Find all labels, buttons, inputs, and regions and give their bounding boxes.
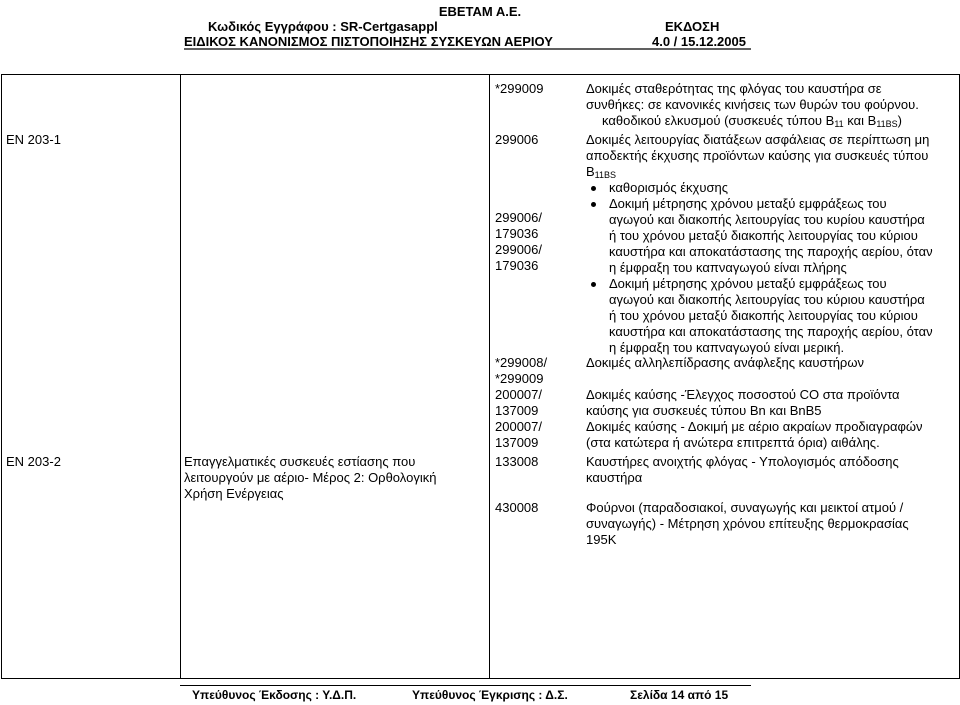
description-line: συναγωγής) - Μέτρηση χρόνου επίτευξης θερμοκρασίας [586,516,909,531]
document-title: ΕΙΔΙΚΟΣ ΚΑΝΟΝΙΣΜΟΣ ΠΙΣΤΟΠΟΙΗΣΗΣ ΣΥΣΚΕΥΩΝ ΑΕΡΙΟΥ [184,34,553,49]
bullet-icon [591,282,596,287]
edition-value: 4.0 / 15.12.2005 [652,34,746,49]
issue-responsible: Υπεύθυνος Έκδοσης : Υ.Δ.Π. [192,688,357,702]
description-line: καύσης για συσκευές τύπου Bn και BnB5 [586,403,822,418]
standard-title-line: Επαγγελματικές συσκευές εστίασης που [184,454,416,469]
description-line: καθορισμός έκχυσης [609,180,728,195]
description-line: Δοκιμές καύσης -Έλεγχος ποσοστού CO στα προϊόντα [586,387,900,402]
description-line: 195K [586,532,617,547]
edition-label: ΕΚΔΟΣΗ [665,19,720,34]
page-number: Σελίδα 14 από 15 [630,688,729,702]
description-line: Δοκιμές λειτουργίας διατάξεων ασφάλειας σε περίπτωση μη [586,132,930,147]
description-line: η έμφραξη του καπναγωγού είναι μερική. [609,340,845,355]
clause-code: 137009 [495,435,539,450]
clause-code: 430008 [495,500,539,515]
clause-code: 179036 [495,258,539,273]
description-line: καθοδικού ελκυσμού (συσκευές τύπου $B_{11}$ και $B_{11BS}$) [602,113,903,129]
bullet-icon [591,186,596,191]
clause-code: 200007/ [495,419,542,434]
description-line: καυστήρα και αποκατάστασης της παροχής αερίου, όταν [609,244,933,259]
clause-code: *299009 [495,81,544,96]
description-line: ή του χρόνου μεταξύ διακοπής λειτουργίας του κύριου [609,308,918,323]
clause-code: 299006/ [495,210,542,225]
description-line: $B_{11BS}$ [586,164,617,180]
clause-code: 299006 [495,132,539,147]
document-code: Κωδικός Εγγράφου : SR-Certgasappl [208,19,438,34]
clause-code: 299006/ [495,242,542,257]
bullet-icon [591,202,596,207]
standard-code: EN 203-2 [6,454,61,469]
description-line: ή του χρόνου μεταξύ διακοπής λειτουργίας του κύριου [609,228,918,243]
clause-code: 179036 [495,226,539,241]
description-line: Φούρνοι (παραδοσιακοί, συναγωγής και μεικτοί ατμού / [586,500,904,515]
description-line: Δοκιμές αλληλεπίδρασης ανάφλεξης καυστήρων [586,355,864,370]
description-line: Δοκιμές καύσης - Δοκιμή με αέριο ακραίων προδιαγραφών [586,419,923,434]
standard-code: EN 203-1 [6,132,61,147]
description-line: καυστήρα και αποκατάστασης της παροχής αερίου, όταν [609,324,933,339]
description-line: αγωγού και διακοπής λειτουργίας του κύριου καυστήρα [609,292,925,307]
approval-responsible: Υπεύθυνος Έγκρισης : Δ.Σ. [412,688,568,702]
description-line: (στα κατώτερα ή ανώτερα επιτρεπτά όρια) αιθάλης. [586,435,880,450]
clause-code: *299009 [495,371,544,386]
description-line: καυστήρα [586,470,643,485]
standard-title-line: λειτουργούν με αέριο- Μέρος 2: Ορθολογική [184,470,437,485]
description-line: Δοκιμή μέτρησης χρόνου μεταξύ εμφράξεως του [609,196,887,211]
description-line: η έμφραξη του καπναγωγού είναι πλήρης [609,260,847,275]
description-line: αποδεκτής έκχυσης προϊόντων καύσης για συσκευές τύπου [586,148,929,163]
clause-code: 137009 [495,403,539,418]
clause-code: *299008/ [495,355,548,370]
description-line: Δοκιμές σταθερότητας της φλόγας του καυστήρα σε [586,81,882,96]
description-line: αγωγού και διακοπής λειτουργίας του κυρίου καυστήρα [609,212,925,227]
clause-code: 133008 [495,454,539,469]
description-line: συνθήκες: σε κανονικές κινήσεις των θυρών του φούρνου. [586,97,919,112]
clause-code: 200007/ [495,387,542,402]
description-line: Καυστήρες ανοιχτής φλόγας - Υπολογισμός απόδοσης [586,454,899,469]
standard-title-line: Χρήση Ενέργειας [184,486,284,501]
company-name: ΕΒΕΤΑΜ Α.Ε. [438,4,522,19]
description-line: Δοκιμή μέτρησης χρόνου μεταξύ εμφράξεως του [609,276,887,291]
